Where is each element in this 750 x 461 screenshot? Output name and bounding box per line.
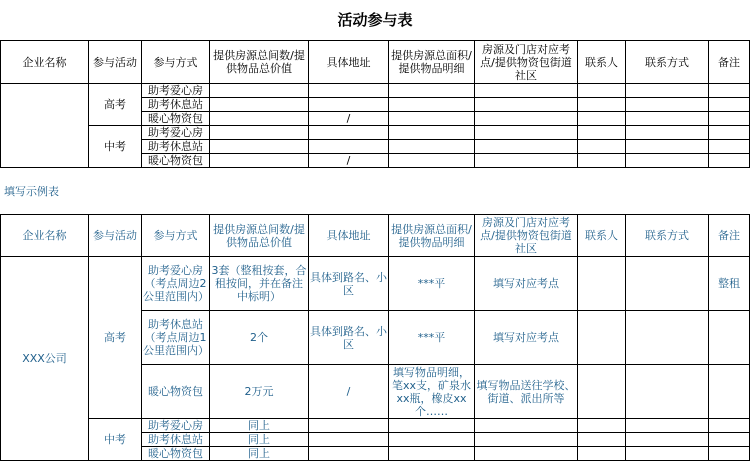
table-row [1, 419, 750, 433]
header-cell: 参与方式 [142, 41, 210, 84]
header-cell: 房源及门店对应考点/提供物资包街道社区 [475, 215, 578, 257]
method-cell: 助考休息站 [142, 98, 210, 112]
total-cell: 同上 [210, 419, 309, 433]
slash-cell: / [309, 112, 389, 126]
header-cell: 备注 [709, 41, 750, 84]
address-cell: 具体到路名、小区 [309, 257, 389, 311]
point-cell: 填写对应考点 [475, 311, 578, 365]
header-cell: 企业名称 [1, 215, 89, 257]
remark-cell: 整租 [709, 257, 750, 311]
method-cell: 助考休息站 [142, 140, 210, 154]
activity-table [0, 40, 750, 168]
area-cell: 填写物品明细，笔xx支，矿泉水xx瓶，橡皮xx个…… [389, 365, 475, 419]
header-cell: 参与活动 [89, 41, 142, 84]
header-cell: 备注 [709, 215, 750, 257]
header-cell: 联系方式 [626, 215, 709, 257]
exam-cell: 高考 [89, 257, 142, 419]
table-row [1, 126, 750, 140]
point-cell: 填写对应考点 [475, 257, 578, 311]
header-cell: 联系人 [578, 215, 626, 257]
method-cell: 助考休息站（考点周边1公里范围内） [142, 311, 210, 365]
company-cell: XXX公司 [1, 257, 89, 461]
exam-cell: 中考 [89, 126, 142, 168]
header-cell: 提供房源总间数/提供物品总价值 [210, 215, 309, 257]
method-cell: 助考休息站 [142, 433, 210, 447]
method-cell: 暖心物资包 [142, 447, 210, 461]
table-row [1, 257, 750, 311]
address-cell: / [309, 365, 389, 419]
method-cell: 暖心物资包 [142, 112, 210, 126]
header-cell: 联系人 [578, 41, 626, 84]
method-cell: 助考爱心房 [142, 419, 210, 433]
remark-cell [709, 365, 750, 419]
exam-cell: 高考 [89, 84, 142, 126]
method-cell: 助考爱心房（考点周边2公里范围内） [142, 257, 210, 311]
area-cell: ***平 [389, 311, 475, 365]
total-cell: 3套（整租按套，合租按间，并在备注中标明） [210, 257, 309, 311]
header-cell: 企业名称 [1, 41, 89, 84]
header-cell: 联系方式 [626, 41, 709, 84]
header-cell: 房源及门店对应考点/提供物资包街道社区 [475, 41, 578, 84]
header-cell: 提供房源总面积/提供物品明细 [389, 41, 475, 84]
total-cell: 2个 [210, 311, 309, 365]
header-cell: 具体地址 [309, 215, 389, 257]
area-cell: ***平 [389, 257, 475, 311]
example-title: 填写示例表 [4, 185, 59, 198]
header-row [1, 41, 750, 84]
header-cell: 参与活动 [89, 215, 142, 257]
total-cell: 2万元 [210, 365, 309, 419]
header-cell: 提供房源总间数/提供物品总价值 [210, 41, 309, 84]
method-cell: 助考爱心房 [142, 84, 210, 98]
address-cell: 具体到路名、小区 [309, 311, 389, 365]
header-cell: 具体地址 [309, 41, 389, 84]
total-cell: 同上 [210, 433, 309, 447]
total-cell: 同上 [210, 447, 309, 461]
header-cell: 参与方式 [142, 215, 210, 257]
table-row [1, 84, 750, 98]
exam-cell: 中考 [89, 419, 142, 461]
point-cell: 填写物品送往学校、街道、派出所等 [475, 365, 578, 419]
company-cell[interactable] [1, 84, 89, 168]
remark-cell [709, 311, 750, 365]
header-row [1, 215, 750, 257]
method-cell: 助考爱心房 [142, 126, 210, 140]
slash-cell: / [309, 154, 389, 168]
example-table [0, 214, 750, 461]
header-cell: 提供房源总面积/提供物品明细 [389, 215, 475, 257]
page-title: 活动参与表 [337, 11, 413, 29]
method-cell: 暖心物资包 [142, 365, 210, 419]
method-cell: 暖心物资包 [142, 154, 210, 168]
